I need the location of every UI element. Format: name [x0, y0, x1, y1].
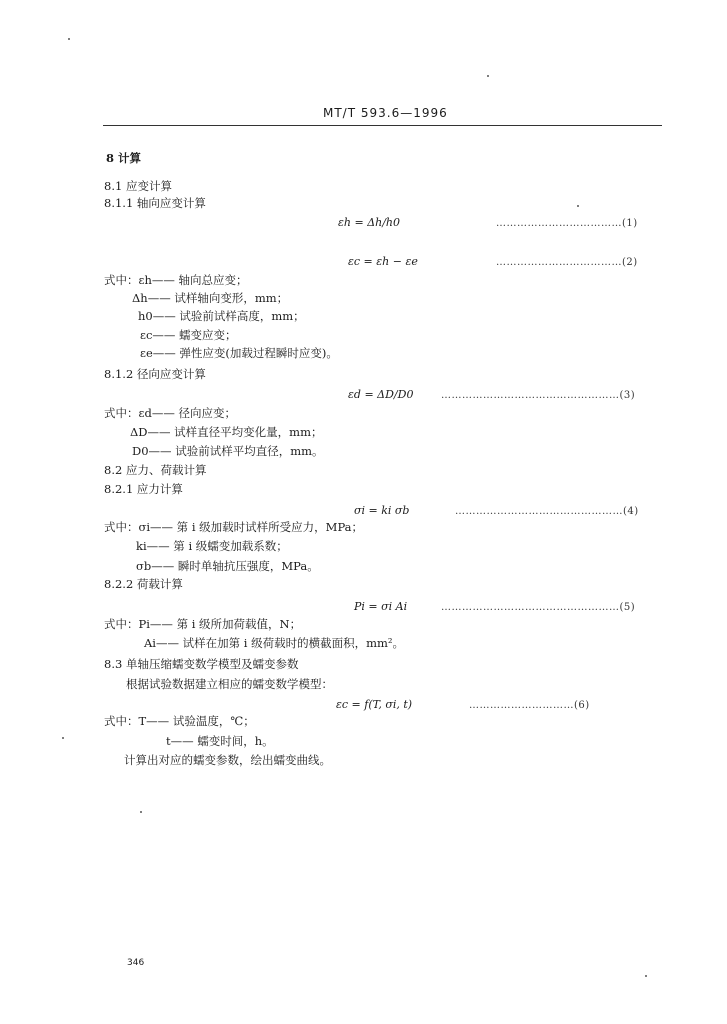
variable-definition: D0—— 试验前试样平均直径，mm。 [132, 444, 324, 458]
variable-definition: Ai—— 试样在加第 i 级荷载时的横截面积，mm²。 [144, 636, 405, 650]
section-title: 8 计算 [106, 151, 142, 165]
standard-code: MT/T 593.6—1996 [323, 106, 448, 120]
equation-number: ……………………………………………(3) [441, 390, 636, 401]
equation-number: …………………………………………(4) [455, 506, 639, 517]
variable-definition: ΔD—— 试样直径平均变化量，mm； [130, 425, 323, 439]
scan-speck [487, 75, 489, 77]
equation-number: ……………………………………………(5) [441, 602, 636, 613]
equation: Pi = σi Ai [354, 600, 408, 613]
variable-definition: ki—— 第 i 级蠕变加载系数； [136, 539, 288, 553]
equation: εd = ΔD/D0 [348, 388, 414, 401]
variable-definition: 式中：σi—— 第 i 级加载时试样所受应力，MPa； [104, 520, 364, 534]
scan-speck [645, 975, 647, 977]
scan-speck [577, 205, 579, 207]
equation-number: ………………………………(1) [496, 218, 638, 229]
subsection-heading: 8.1.1 轴向应变计算 [104, 196, 206, 210]
variable-definition: h0—— 试验前试样高度，mm； [138, 309, 305, 323]
subsection-heading: 8.1 应变计算 [104, 179, 172, 193]
equation: εc = f(T, σi, t) [336, 698, 413, 711]
variable-definition: Δh—— 试样轴向变形，mm； [132, 291, 289, 305]
subsection-heading: 8.2.2 荷载计算 [104, 577, 183, 591]
equation: εh = Δh/h0 [338, 216, 401, 229]
variable-definition: 式中：εh—— 轴向总应变； [104, 273, 248, 287]
page-number: 346 [127, 958, 145, 968]
variable-definition: 式中：Pi—— 第 i 级所加荷载值，N； [104, 617, 302, 631]
variable-definition: 式中：εd—— 径向应变； [104, 406, 236, 420]
variable-definition: σb—— 瞬时单轴抗压强度，MPa。 [136, 559, 319, 573]
subsection-heading: 8.2 应力、荷载计算 [104, 463, 207, 477]
subsection-heading: 8.2.1 应力计算 [104, 482, 183, 496]
scan-speck [68, 38, 70, 40]
variable-definition: εe—— 弹性应变(加载过程瞬时应变)。 [140, 346, 338, 360]
equation-number: …………………………(6) [469, 700, 590, 711]
scan-speck [140, 811, 142, 813]
equation: σi = ki σb [354, 504, 410, 517]
subsection-heading: 8.3 单轴压缩蠕变数学模型及蠕变参数 [104, 657, 299, 671]
paragraph: 根据试验数据建立相应的蠕变数学模型： [126, 677, 333, 691]
variable-definition: 式中：T—— 试验温度，℃； [104, 714, 255, 728]
scan-speck [62, 737, 64, 739]
paragraph: 计算出对应的蠕变参数，绘出蠕变曲线。 [124, 753, 331, 767]
equation-number: ………………………………(2) [496, 257, 638, 268]
equation: εc = εh − εe [348, 255, 418, 268]
variable-definition: t—— 蠕变时间，h。 [166, 734, 274, 748]
subsection-heading: 8.1.2 径向应变计算 [104, 367, 206, 381]
header-rule [103, 125, 662, 126]
variable-definition: εc—— 蠕变应变； [140, 328, 237, 342]
